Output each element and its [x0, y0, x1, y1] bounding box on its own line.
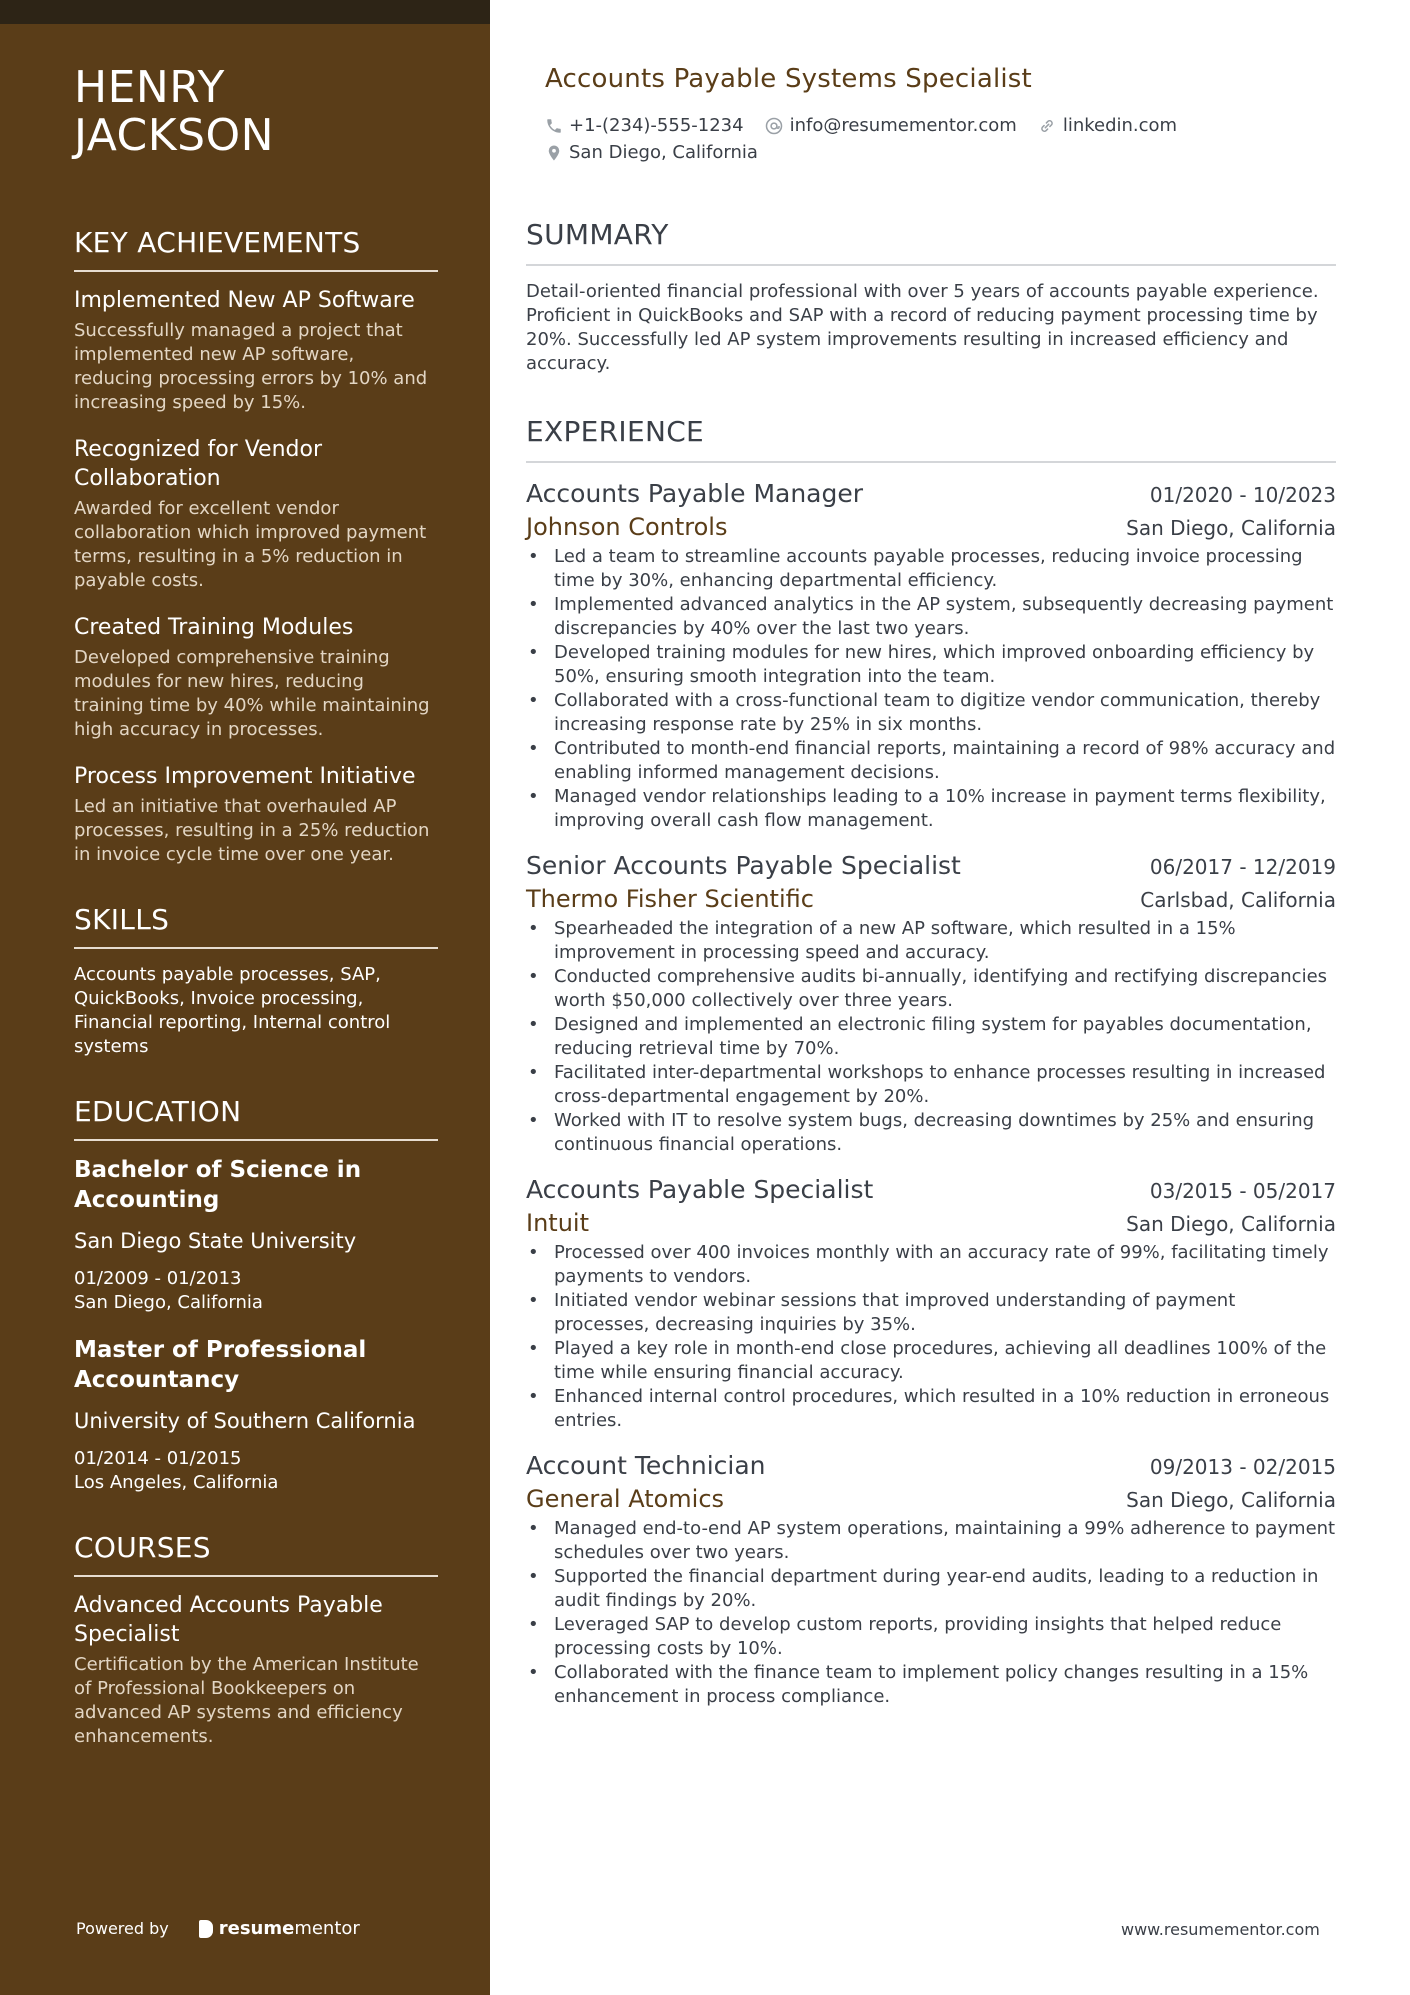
job-title: Accounts Payable Manager: [526, 479, 864, 508]
location-text: San Diego, California: [569, 142, 758, 163]
job-bullets: [526, 1517, 1336, 1709]
job-location: San Diego, California: [1126, 516, 1336, 540]
bullet-item: • Initiated vendor webinar sessions that improved understanding of payment processes, decreasing inquiries by 35%.: [526, 1289, 1336, 1337]
contact-info: [545, 112, 1325, 166]
bullet-item: • Leveraged SAP to develop custom reports, providing insights that helped reduce processing costs by 10%.: [526, 1613, 1336, 1661]
experience-heading: EXPERIENCE: [526, 415, 1336, 463]
achievement-item: [74, 286, 438, 415]
job-title: Senior Accounts Payable Specialist: [526, 851, 961, 880]
bullet-item: • Contributed to month-end financial reports, maintaining a record of 98% accuracy and enabling informed management decisions.: [526, 737, 1336, 785]
brand-name-bold: resume: [218, 1918, 295, 1939]
company-name: Intuit: [526, 1209, 589, 1237]
bullet-item: • Managed end-to-end AP system operations, maintaining a 99% adherence to payment schedules over two years.: [526, 1517, 1336, 1565]
courses-heading: COURSES: [74, 1531, 438, 1577]
job-bullets: [526, 917, 1336, 1157]
job-location: San Diego, California: [1126, 1212, 1336, 1236]
achievement-title: Created Training Modules: [74, 615, 354, 640]
job-location: Carlsbad, California: [1140, 888, 1336, 912]
job-entry: [526, 849, 1336, 1157]
bullet-item: • Enhanced internal control procedures, which resulted in a 10% reduction in erroneous entries.: [526, 1385, 1336, 1433]
summary-heading: SUMMARY: [526, 218, 1336, 266]
education-heading: EDUCATION: [74, 1095, 438, 1141]
linkedin-text: linkedin.com: [1062, 115, 1178, 136]
bullet-item: • Conducted comprehensive audits bi-annually, identifying and rectifying discrepancies worth $50,000 collectively over three years.: [526, 965, 1336, 1013]
bullet-item: • Developed training modules for new hires, which improved onboarding efficiency by 50%, ensuring smooth integration into the team.: [526, 641, 1336, 689]
courses-section: [74, 1531, 438, 1749]
bullet-item: • Worked with IT to resolve system bugs, decreasing downtimes by 25% and ensuring continuous financial operations.: [526, 1109, 1336, 1157]
bullet-item: • Managed vendor relationships leading to a 10% increase in payment terms flexibility, improving overall cash flow management.: [526, 785, 1336, 833]
achievement-item: [74, 435, 438, 593]
job-entry: [526, 477, 1336, 833]
edu-school: San Diego State University: [74, 1229, 357, 1253]
job-dates: 06/2017 - 12/2019: [1149, 855, 1336, 879]
bullet-item: • Led a team to streamline accounts payable processes, reducing invoice processing time by 30%, enhancing departmental efficiency.: [526, 545, 1336, 593]
job-bullets: [526, 1241, 1336, 1433]
first-name: HENRY: [74, 62, 225, 113]
contact-phone[interactable]: [545, 115, 744, 136]
edu-location: San Diego, California: [74, 1292, 263, 1313]
edu-dates: 01/2009 - 01/2013: [74, 1268, 242, 1289]
job-entry: [526, 1173, 1336, 1433]
sidebar: [0, 0, 490, 1995]
brand-name-thin: mentor: [294, 1918, 360, 1939]
bullet-item: • Processed over 400 invoices monthly with an accuracy rate of 99%, facilitating timely payments to vendors.: [526, 1241, 1336, 1289]
job-title: Accounts Payable Specialist: [526, 1175, 874, 1204]
job-entry: [526, 1449, 1336, 1709]
resumementor-logo-icon: [199, 1920, 213, 1938]
link-icon: [1037, 116, 1057, 136]
powered-by-label: Powered by: [76, 1919, 169, 1938]
company-name: Thermo Fisher Scientific: [526, 885, 814, 913]
skills-list: Accounts payable processes, SAP, QuickBooks, Invoice processing, Financial reporting, Internal control systems: [74, 964, 391, 1057]
email-text: info@resumementor.com: [789, 115, 1017, 136]
phone-text: +1-(234)-555-1234: [569, 115, 744, 136]
skills-section: [74, 903, 438, 1059]
job-headline: Accounts Payable Systems Specialist: [545, 64, 1032, 94]
phone-icon: [545, 117, 563, 135]
last-name: JACKSON: [74, 110, 275, 161]
achievement-title: Implemented New AP Software: [74, 288, 415, 313]
job-dates: 03/2015 - 05/2017: [1149, 1179, 1336, 1203]
bullet-item: • Supported the financial department during year-end audits, leading to a reduction in audit findings by 20%.: [526, 1565, 1336, 1613]
job-dates: 09/2013 - 02/2015: [1149, 1455, 1336, 1479]
sidebar-top-bar: [0, 0, 490, 24]
bullet-item: • Played a key role in month-end close procedures, achieving all deadlines 100% of the time while ensuring financial accuracy.: [526, 1337, 1336, 1385]
edu-degree: Master of Professional Accountancy: [74, 1337, 367, 1393]
job-dates: 01/2020 - 10/2023: [1149, 483, 1336, 507]
contact-location: [545, 142, 758, 163]
at-icon: [764, 116, 784, 136]
achievement-desc: Developed comprehensive training modules for new hires, reducing training time by 40% while maintaining high accuracy in processes.: [74, 647, 430, 740]
skills-heading: SKILLS: [74, 903, 438, 949]
summary-text: Detail-oriented financial professional with over 5 years of accounts payable experience. Proficient in QuickBooks and SAP with a record of reducing payment processing time by 20%. Successfully led AP system improvements resulting in increased efficiency and accuracy.: [526, 281, 1319, 374]
job-location: San Diego, California: [1126, 1488, 1336, 1512]
education-item: [74, 1155, 438, 1315]
edu-meta: [74, 1447, 438, 1495]
contact-email[interactable]: [764, 115, 1017, 136]
bullet-item: • Spearheaded the integration of a new AP software, which resulted in a 15% improvement in processing speed and accuracy.: [526, 917, 1336, 965]
edu-dates: 01/2014 - 01/2015: [74, 1448, 242, 1469]
achievement-title: Recognized for Vendor Collaboration: [74, 437, 322, 491]
edu-meta: [74, 1267, 438, 1315]
company-name: General Atomics: [526, 1485, 725, 1513]
bullet-item: • Collaborated with a cross-functional team to digitize vendor communication, thereby increasing response rate by 25% in six months.: [526, 689, 1336, 737]
achievement-title: Process Improvement Initiative: [74, 764, 416, 789]
powered-by: [76, 1918, 360, 1939]
course-desc: Certification by the American Institute of Professional Bookkeepers on advanced AP systems and efficiency enhancements.: [74, 1654, 419, 1747]
achievement-desc: Led an initiative that overhauled AP processes, resulting in a 25% reduction in invoice cycle time over one year.: [74, 796, 430, 865]
course-title: Advanced Accounts Payable Specialist: [74, 1593, 383, 1647]
achievement-item: [74, 613, 438, 742]
education-section: [74, 1095, 438, 1495]
bullet-item: • Implemented advanced analytics in the AP system, subsequently decreasing payment discrepancies by 40% over the last two years.: [526, 593, 1336, 641]
achievement-item: [74, 762, 438, 867]
achievements-section: [74, 226, 438, 867]
contact-linkedin[interactable]: [1037, 115, 1177, 136]
achievement-desc: Successfully managed a project that implemented new AP software, reducing processing errors by 10% and increasing speed by 15%.: [74, 320, 428, 413]
achievement-desc: Awarded for excellent vendor collaboration which improved payment terms, resulting in a 5% reduction in payable costs.: [74, 498, 427, 591]
bullet-item: • Collaborated with the finance team to implement policy changes resulting in a 15% enhancement in process compliance.: [526, 1661, 1336, 1709]
experience-section: [526, 415, 1336, 1725]
education-item: [74, 1335, 438, 1495]
edu-school: University of Southern California: [74, 1409, 416, 1433]
edu-degree: Bachelor of Science in Accounting: [74, 1157, 362, 1213]
company-name: Johnson Controls: [526, 513, 728, 541]
achievements-heading: KEY ACHIEVEMENTS: [74, 226, 438, 272]
summary-section: [526, 218, 1336, 376]
location-pin-icon: [545, 143, 563, 163]
footer-url[interactable]: www.resumementor.com: [1121, 1920, 1320, 1939]
bullet-item: • Designed and implemented an electronic filing system for payables documentation, reducing retrieval time by 70%.: [526, 1013, 1336, 1061]
bullet-item: • Facilitated inter-departmental workshops to enhance processes resulting in increased cross-departmental engagement by 20%.: [526, 1061, 1336, 1109]
brand-logo[interactable]: [199, 1918, 360, 1939]
course-item: [74, 1591, 438, 1749]
candidate-name: [74, 64, 438, 160]
job-title: Account Technician: [526, 1451, 766, 1480]
job-bullets: [526, 545, 1336, 833]
edu-location: Los Angeles, California: [74, 1472, 279, 1493]
